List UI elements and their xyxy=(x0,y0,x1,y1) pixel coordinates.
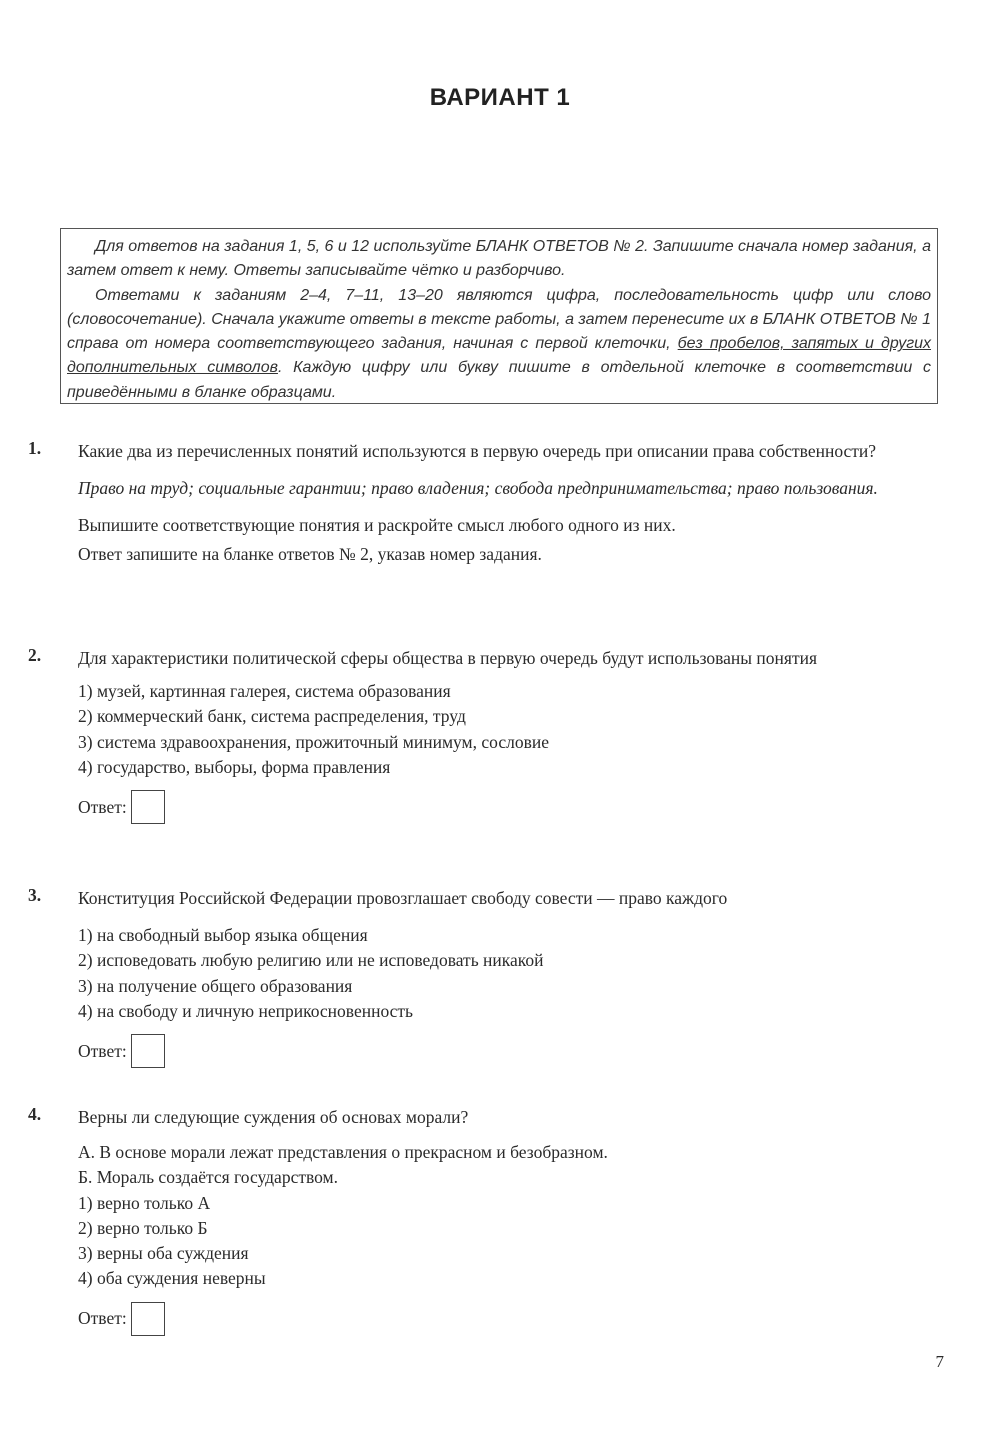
page-title: ВАРИАНТ 1 xyxy=(429,84,571,111)
page-number: 7 xyxy=(935,1352,944,1371)
answer-label: Ответ: xyxy=(78,1040,127,1061)
answer-options xyxy=(78,923,944,1024)
answer-label: Ответ: xyxy=(78,1308,127,1329)
answer-option: 3) верны оба суждения xyxy=(78,1243,249,1264)
instructions-text: . Каждую цифру или букву пишите в отдельной клеточке в соответствии с приведёнными в бланке образцами. xyxy=(67,359,931,401)
task-question: Верны ли следующие суждения об основах морали? xyxy=(78,1107,469,1127)
answer-input-box[interactable] xyxy=(131,790,165,824)
instructions-text: Ответами к заданиям 2–4, 7–11, 13–20 являются цифра, последовательность цифр или слово (словосочетание). Сначала укажите ответы в тексте работы, а затем перенесите их в БЛАНК ОТВЕТОВ № 1 справа от номера соответствующего задания, начиная с первой клеточки, xyxy=(67,286,931,353)
task-question: Для характеристики политической сферы общества в первую очередь будут использованы понятия xyxy=(78,648,818,668)
instructions-paragraph-1: Для ответов на задания 1, 5, 6 и 12 используйте БЛАНК ОТВЕТОВ № 2. Запишите сначала номер задания, а затем ответ к нему. Ответы записывайте чётко и разборчиво. xyxy=(67,238,931,280)
task-number: 1. xyxy=(28,438,42,458)
task-instruction: Выпишите соответствующие понятия и раскройте смысл любого одного из них. xyxy=(78,515,676,535)
answer-row xyxy=(78,1302,944,1336)
answer-row xyxy=(78,1034,944,1068)
answer-row xyxy=(78,790,944,824)
answer-option: 3) на получение общего образования xyxy=(78,975,353,996)
answer-label: Ответ: xyxy=(78,796,127,817)
answer-options xyxy=(78,679,944,780)
answer-input-box[interactable] xyxy=(131,1034,165,1068)
statements xyxy=(78,1140,944,1292)
task-question: Конституция Российской Федерации провозглашает свободу совести — право каждого xyxy=(78,888,728,908)
task-instruction: Ответ запишите на бланке ответов № 2, указав номер задания. xyxy=(78,544,542,564)
instructions-paragraph-2 xyxy=(67,284,931,405)
answer-option: 4) на свободу и личную неприкосновенность xyxy=(78,1000,414,1021)
task-number: 2. xyxy=(28,645,42,665)
answer-option: 2) исповедовать любую религию или не исповедовать никакой xyxy=(78,950,544,971)
instructions-underlined-text: без пробелов, запятых и других дополнительных символов xyxy=(67,335,932,377)
answer-option: 4) государство, выборы, форма правления xyxy=(78,756,391,777)
task-question: Какие два из перечисленных понятий используются в первую очередь при описании права собственности? xyxy=(78,441,877,461)
task-number: 3. xyxy=(28,885,42,905)
answer-input-box[interactable] xyxy=(131,1302,165,1336)
answer-option: 3) система здравоохранения, прожиточный минимум, сословие xyxy=(78,731,549,752)
instructions-box xyxy=(60,228,938,404)
statement: А. В основе морали лежат представления о прекрасном и безобразном. xyxy=(78,1142,608,1162)
answer-option: 2) верно только Б xyxy=(78,1217,208,1238)
task-concepts: Право на труд; социальные гарантии; право владения; свобода предпринимательства; право пользования. xyxy=(78,478,878,498)
answer-option: 1) верно только А xyxy=(78,1192,211,1213)
statement: Б. Мораль создаётся государством. xyxy=(78,1167,338,1188)
answer-option: 2) коммерческий банк, система распределения, труд xyxy=(78,706,466,727)
answer-option: 1) на свободный выбор языка общения xyxy=(78,925,368,945)
answer-option: 4) оба суждения неверны xyxy=(78,1268,266,1289)
answer-option: 1) музей, картинная галерея, система образования xyxy=(78,681,451,701)
task-number: 4. xyxy=(28,1104,42,1124)
